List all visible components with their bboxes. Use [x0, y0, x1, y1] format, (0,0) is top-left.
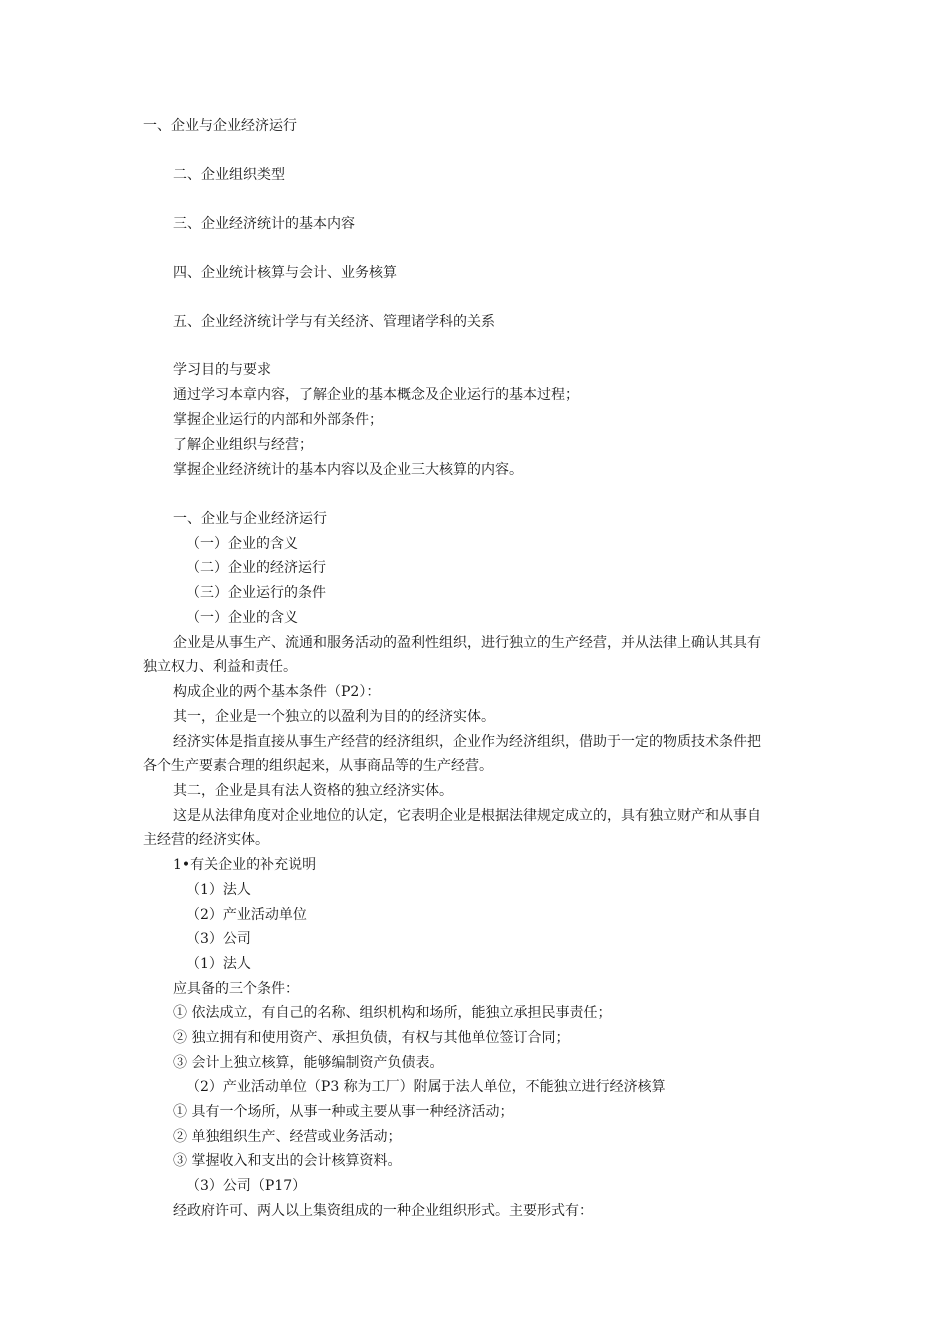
paragraph-line: 其一，企业是一个独立的以盈利为目的的经济实体。 — [173, 709, 495, 725]
unit-heading: （2）产业活动单位（P3 称为工厂）附属于法人单位，不能独立进行经济核算 — [186, 1079, 666, 1095]
section-subitem: （三）企业运行的条件 — [186, 585, 326, 601]
toc-item-3: 三、企业经济统计的基本内容 — [173, 216, 355, 232]
paragraph-line: 这是从法律角度对企业地位的认定，它表明企业是根据法律规定成立的，具有独立财产和从事自 — [173, 808, 761, 824]
supplement-item: （2）产业活动单位 — [186, 907, 307, 923]
supplement-item: （3）公司 — [186, 931, 251, 947]
objective-item: 掌握企业经济统计的基本内容以及企业三大核算的内容。 — [173, 462, 523, 478]
company-heading: （3）公司（P17） — [186, 1178, 307, 1194]
supplement-item: （1）法人 — [186, 882, 251, 898]
paragraph-line: 独立权力、利益和责任。 — [143, 659, 297, 675]
paragraph-line: 主经营的经济实体。 — [143, 832, 269, 848]
paragraph-line: 企业是从事生产、流通和服务活动的盈利性组织，进行独立的生产经营，并从法律上确认其具有 — [173, 635, 761, 651]
objectives-heading: 学习目的与要求 — [173, 362, 271, 378]
toc-item-4: 四、企业统计核算与会计、业务核算 — [173, 265, 397, 281]
paragraph-line: 其二，企业是具有法人资格的独立经济实体。 — [173, 783, 453, 799]
section-heading: 一、企业与企业经济运行 — [173, 511, 327, 527]
conditions-heading: 应具备的三个条件： — [173, 981, 299, 997]
section-subitem: （一）企业的含义 — [186, 536, 298, 552]
objective-item: 通过学习本章内容，了解企业的基本概念及企业运行的基本过程； — [173, 387, 579, 403]
paragraph-line: 各个生产要素合理的组织起来，从事商品等的生产经营。 — [143, 758, 493, 774]
unit-item: ① 具有一个场所，从事一种或主要从事一种经济活动； — [173, 1104, 514, 1120]
condition-item: ② 独立拥有和使用资产、承担负债，有权与其他单位签订合同； — [173, 1030, 570, 1046]
section-subitem: （一）企业的含义 — [186, 610, 298, 626]
paragraph-line: 构成企业的两个基本条件（P2）： — [173, 684, 381, 700]
condition-item: ③ 会计上独立核算，能够编制资产负债表。 — [173, 1055, 444, 1071]
toc-item-2: 二、企业组织类型 — [173, 167, 285, 183]
section-subitem: （二）企业的经济运行 — [186, 560, 326, 576]
supplement-item: （1）法人 — [186, 956, 251, 972]
unit-item: ③ 掌握收入和支出的会计核算资料。 — [173, 1153, 402, 1169]
paragraph-line: 经济实体是指直接从事生产经营的经济组织，企业作为经济组织，借助于一定的物质技术条件把 — [173, 734, 761, 750]
toc-item-1: 一、企业与企业经济运行 — [143, 118, 297, 134]
toc-item-5: 五、企业经济统计学与有关经济、管理诸学科的关系 — [173, 314, 495, 330]
company-text: 经政府许可、两人以上集资组成的一种企业组织形式。主要形式有： — [173, 1203, 593, 1219]
objective-item: 掌握企业运行的内部和外部条件； — [173, 412, 383, 428]
unit-item: ② 单独组织生产、经营或业务活动； — [173, 1129, 402, 1145]
supplement-heading: 1•有关企业的补充说明 — [173, 857, 317, 873]
condition-item: ① 依法成立，有自己的名称、组织机构和场所，能独立承担民事责任； — [173, 1005, 612, 1021]
objective-item: 了解企业组织与经营； — [173, 437, 313, 453]
